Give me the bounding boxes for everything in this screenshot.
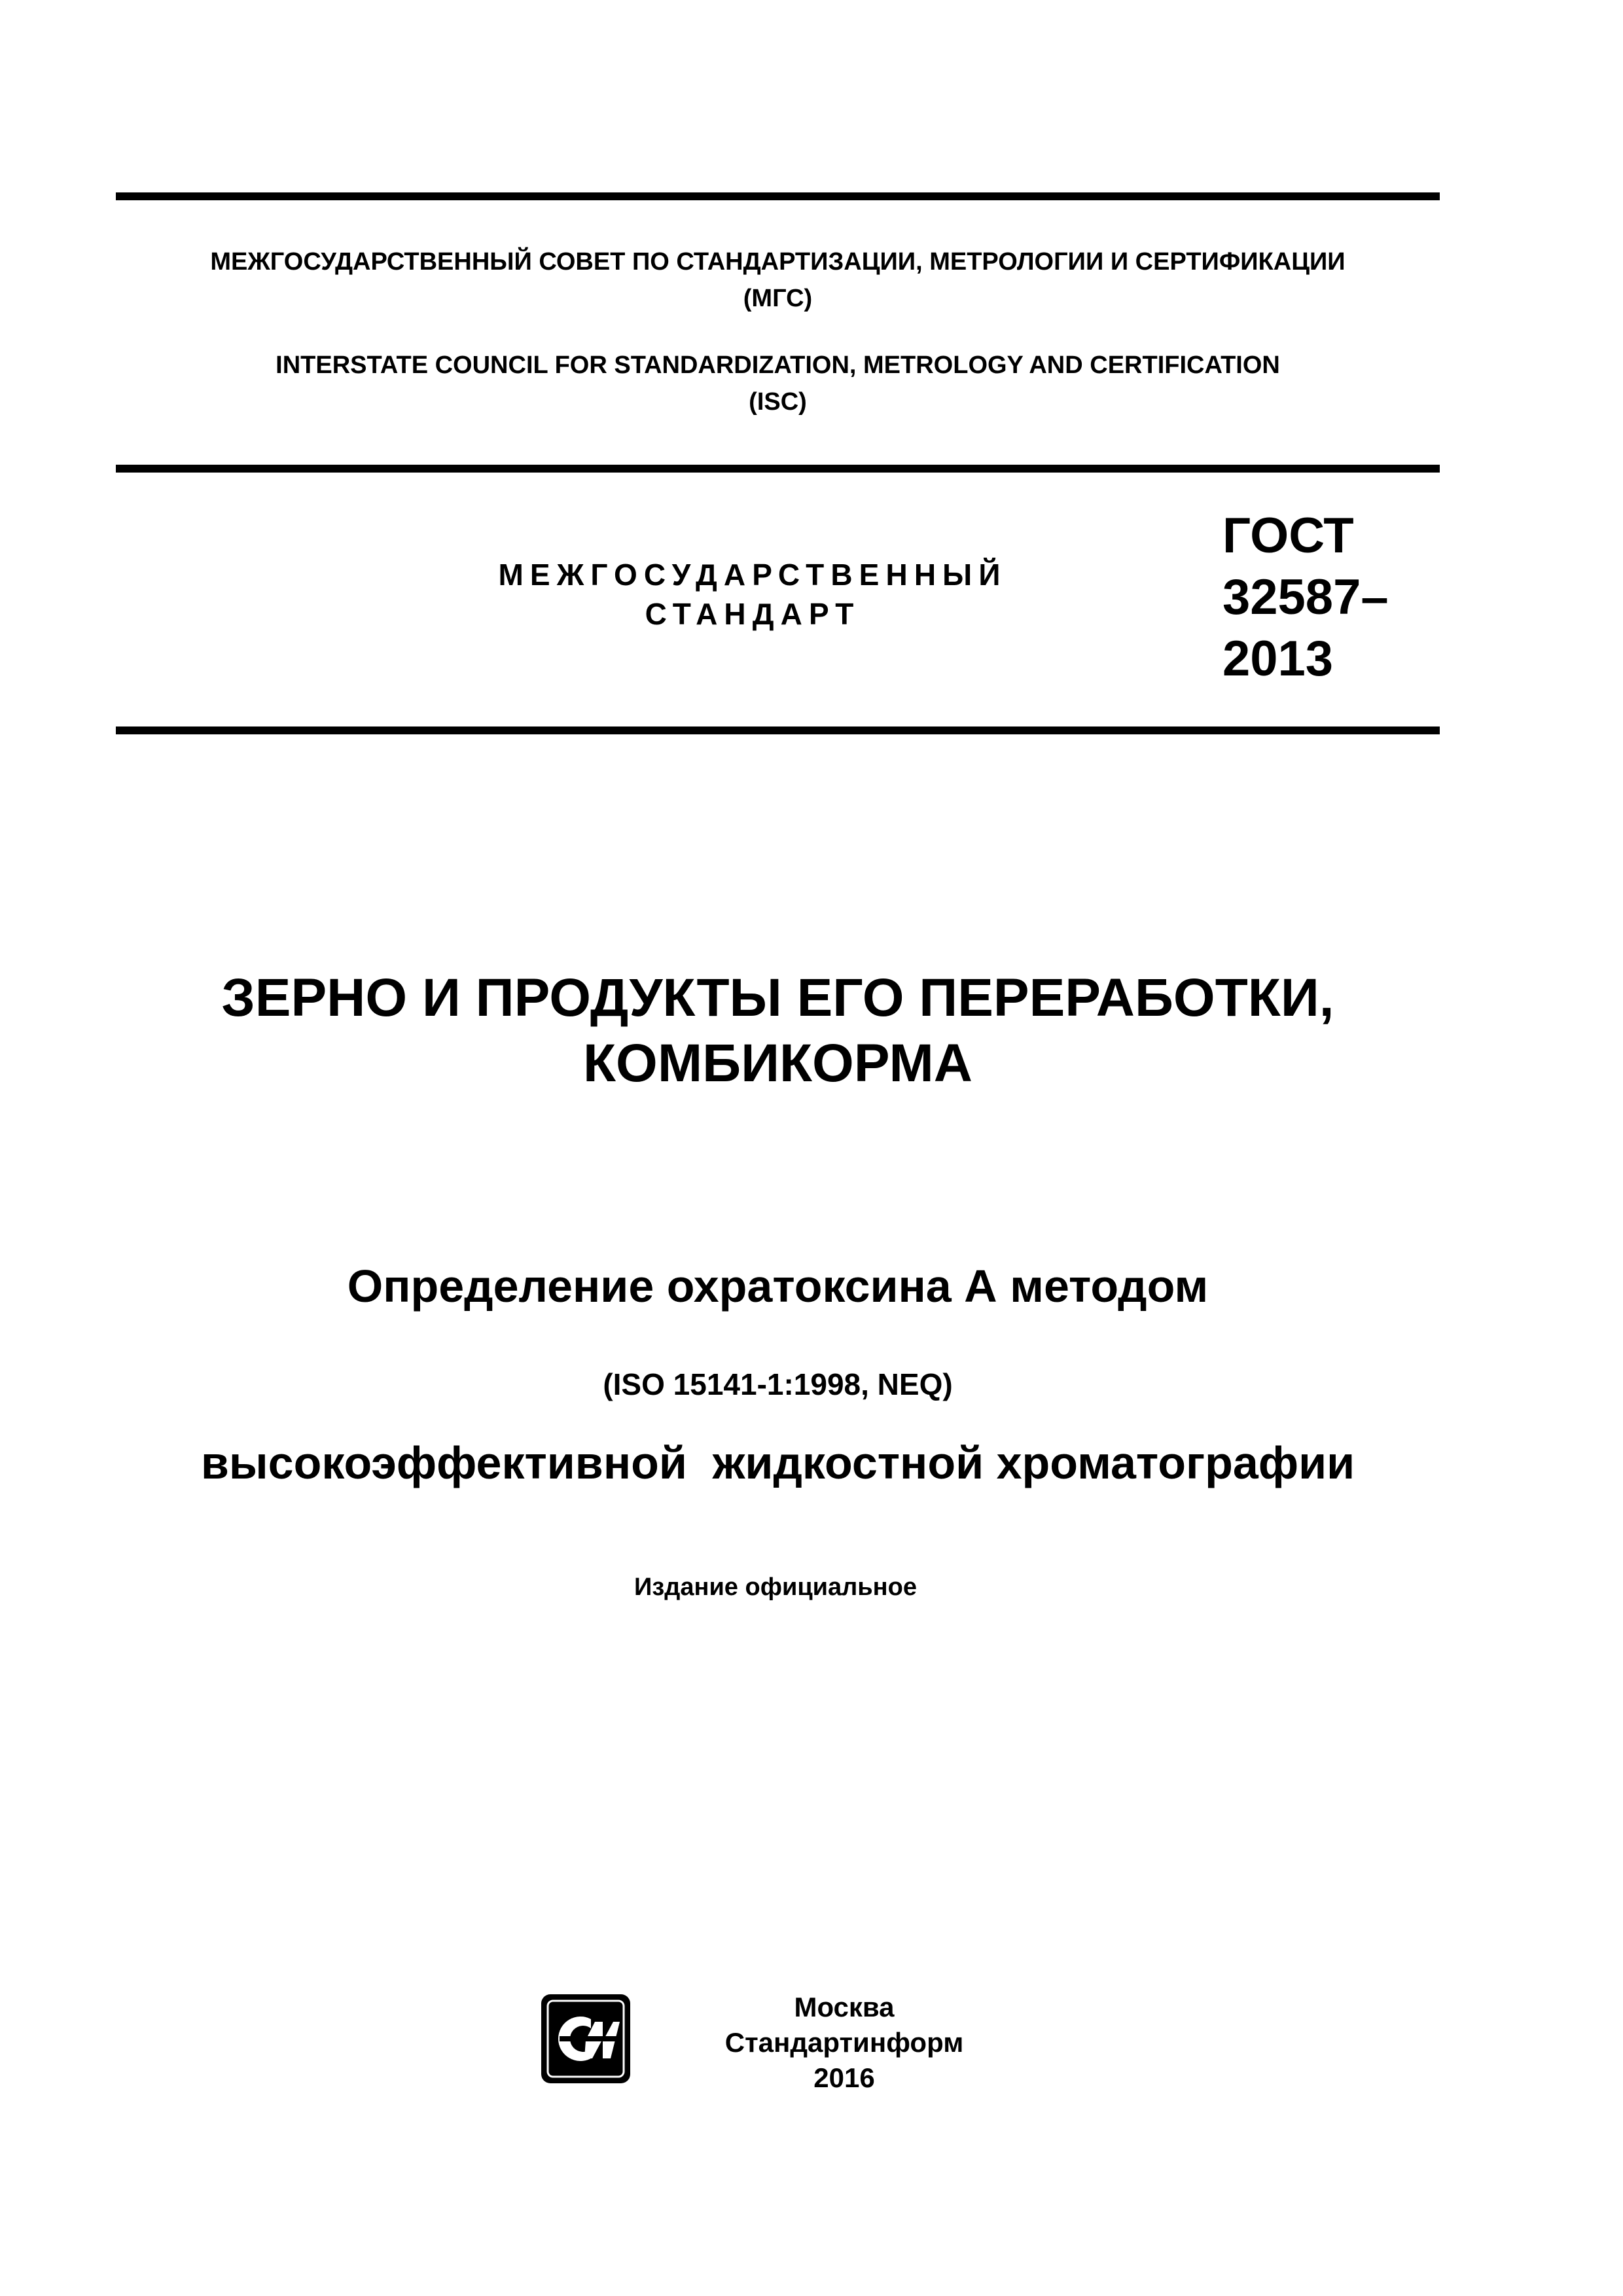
imprint <box>648 1990 1041 2096</box>
imprint-city: Москва <box>794 1992 895 2022</box>
imprint-publisher: Стандартинформ <box>724 2027 964 2058</box>
subtitle-line2: высокоэффективной жидкостной хроматографии <box>200 1437 1355 1488</box>
designation-year: 2013 <box>1222 631 1334 687</box>
imprint-year: 2016 <box>813 2062 875 2093</box>
title-line1: ЗЕРНО И ПРОДУКТЫ ЕГО ПЕРЕРАБОТКИ, <box>221 968 1334 1028</box>
standartinform-logo-icon <box>540 1993 632 2085</box>
standard-kind <box>445 555 1060 634</box>
bottom-rule <box>116 726 1440 734</box>
council-en <box>116 347 1440 420</box>
edition-text: Издание официальное <box>634 1573 917 1601</box>
council-en-name: INTERSTATE COUNCIL FOR STANDARDIZATION, METROLOGY AND CERTIFICATION <box>276 351 1280 379</box>
council-ru-abbr: (МГС) <box>743 285 813 312</box>
council-en-abbr: (ISC) <box>749 388 807 416</box>
council-ru <box>116 243 1440 317</box>
edition-note <box>514 1571 1037 1604</box>
standard-kind-line2: СТАНДАРТ <box>645 597 861 631</box>
designation-number: 32587– <box>1222 569 1389 625</box>
document-title <box>116 965 1440 1096</box>
iso-reference-text: (ISO 15141-1:1998, NEQ) <box>603 1367 953 1401</box>
subtitle-line1: Определение охратоксина А методом <box>347 1261 1209 1312</box>
title-line2: КОМБИКОРМА <box>583 1033 972 1093</box>
top-rule <box>116 192 1440 200</box>
designation-prefix: ГОСТ <box>1222 508 1354 564</box>
document-subtitle <box>116 1139 1440 1551</box>
council-header <box>116 243 1440 420</box>
standard-designation <box>1222 505 1389 690</box>
council-ru-name: МЕЖГОСУДАРСТВЕННЫЙ СОВЕТ ПО СТАНДАРТИЗАЦИИ, МЕТРОЛОГИИ И СЕРТИФИКАЦИИ <box>210 248 1346 276</box>
middle-rule <box>116 465 1440 473</box>
standard-kind-line1: МЕЖГОСУДАРСТВЕННЫЙ <box>498 558 1007 592</box>
iso-reference <box>116 1365 1440 1404</box>
